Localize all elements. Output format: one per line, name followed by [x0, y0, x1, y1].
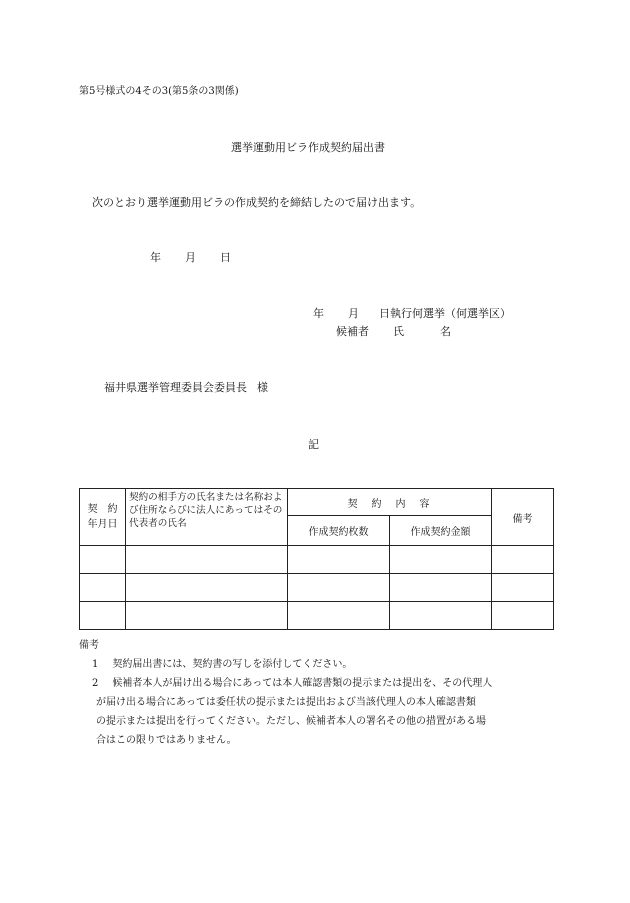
cell-count[interactable]	[288, 546, 390, 574]
note-2-line1: 候補者本人が届け出る場合にあっては本人確認書類の提示または提出を、その代理人	[112, 678, 493, 689]
cell-amount[interactable]	[390, 546, 492, 574]
addressee-org: 福井県選挙管理委員会委員長	[104, 381, 247, 394]
candidate-name-1: 氏	[393, 325, 404, 338]
cell-remarks[interactable]	[492, 546, 554, 574]
election-line	[313, 305, 511, 321]
header-contract-date	[80, 489, 126, 546]
election-year: 年	[313, 307, 324, 320]
candidate-line	[336, 323, 451, 339]
ki-heading: 記	[308, 438, 319, 451]
date-month: 月	[185, 251, 196, 264]
cell-count[interactable]	[288, 574, 390, 602]
date-year: 年	[150, 251, 161, 264]
header-contract-content: 契 約 内 容	[288, 489, 492, 516]
note-2-number: 2	[92, 678, 99, 689]
cell-remarks[interactable]	[492, 574, 554, 602]
header-remarks: 備考	[492, 489, 554, 546]
election-month: 月	[348, 307, 359, 320]
note-2-line3: の提示または提出を行ってください。ただし、候補者本人の署名その他の措置がある場	[96, 716, 486, 727]
header-count: 作成契約枚数	[288, 516, 390, 546]
date-line	[150, 249, 231, 265]
cell-party[interactable]	[126, 602, 288, 630]
candidate-name-2: 名	[440, 325, 451, 338]
note-2	[92, 675, 492, 693]
cell-amount[interactable]	[390, 574, 492, 602]
candidate-label: 候補者	[336, 325, 369, 338]
cell-party[interactable]	[126, 546, 288, 574]
cell-date[interactable]	[80, 574, 126, 602]
table-row	[80, 546, 554, 574]
header-amount: 作成契約金額	[390, 516, 492, 546]
notes-heading: 備考	[79, 640, 99, 651]
cell-party[interactable]	[126, 574, 288, 602]
cell-count[interactable]	[288, 602, 390, 630]
intro-text: 次のとおり選挙運動用ビラの作成契約を締結したので届け出ます。	[92, 196, 422, 209]
cell-date[interactable]	[80, 602, 126, 630]
cell-date[interactable]	[80, 546, 126, 574]
note-2-line4: 合はこの限りではありません。	[96, 735, 237, 746]
note-1-number: 1	[92, 659, 99, 670]
header-date-line1: 契 約	[87, 504, 118, 515]
table-row	[80, 602, 554, 630]
note-1	[92, 656, 352, 674]
note-2-line2: が届け出る場合にあっては委任状の提示または提出および当該代理人の本人確認書類	[96, 697, 476, 708]
addressee-honorific: 様	[257, 381, 268, 394]
cell-remarks[interactable]	[492, 602, 554, 630]
page-title: 選挙運動用ビラ作成契約届出書	[231, 141, 385, 154]
note-1-text: 契約届出書には、契約書の写しを添付してください。	[112, 659, 353, 670]
form-number: 第5号様式の4その3(第5条の3関係)	[79, 86, 239, 97]
addressee	[104, 379, 268, 395]
header-contract-party: 契約の相手方の氏名または名称および住所ならびに法人にあってはその代表者の氏名	[126, 489, 288, 546]
contract-table	[79, 488, 554, 630]
date-day: 日	[220, 251, 231, 264]
cell-amount[interactable]	[390, 602, 492, 630]
header-date-line2: 年月日	[87, 519, 118, 530]
election-name: 日執行何選挙（何選挙区）	[379, 307, 511, 320]
table-row	[80, 574, 554, 602]
